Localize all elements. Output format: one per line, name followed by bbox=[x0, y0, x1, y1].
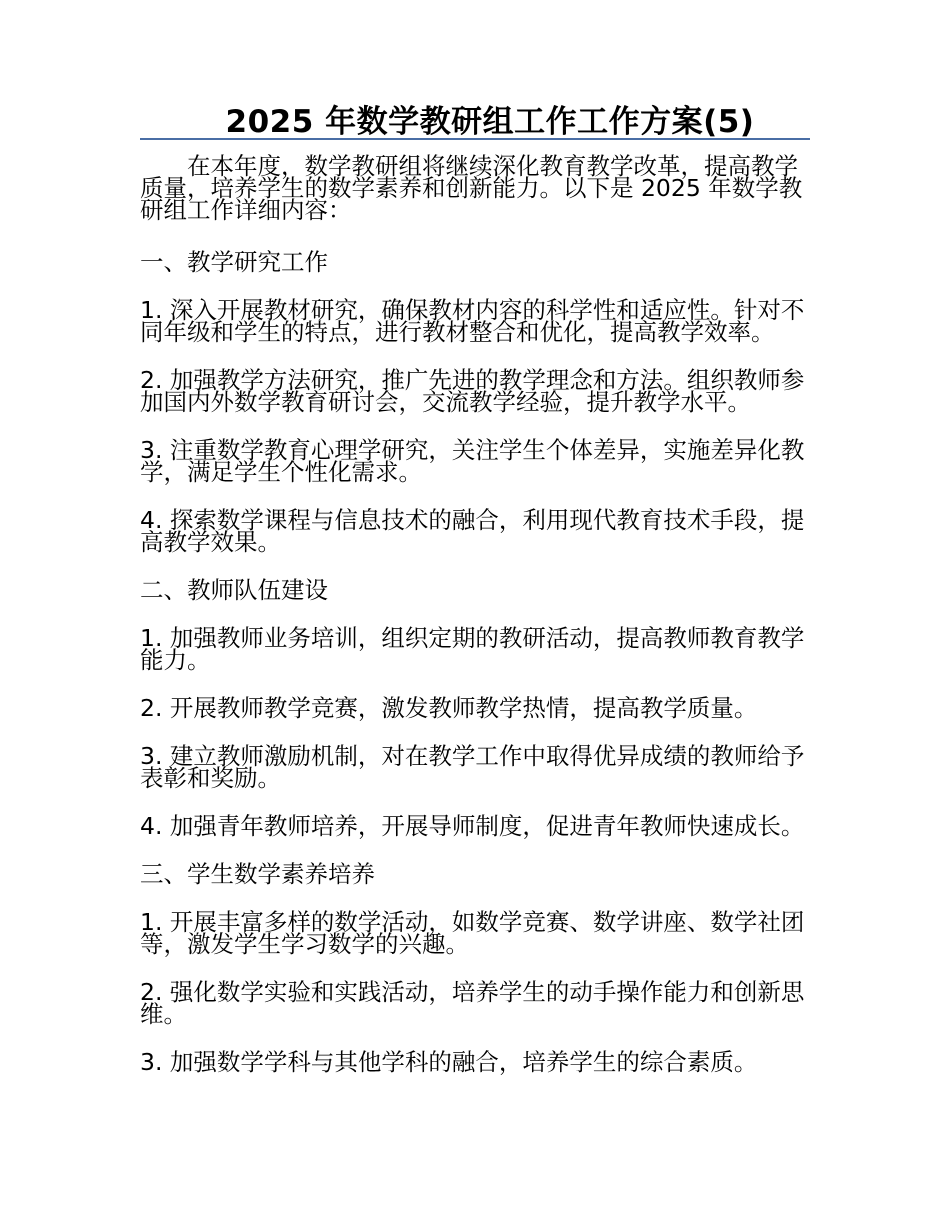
list-item: 4. 加强青年教师培养，开展导师制度，促进青年教师快速成长。 bbox=[140, 812, 805, 840]
title-underline bbox=[140, 138, 810, 140]
list-item: 2. 强化数学实验和实践活动，培养学生的动手操作能力和创新思维。 bbox=[140, 978, 805, 1028]
list-item: 2. 开展教师教学竞赛，激发教师教学热情，提高教学质量。 bbox=[140, 694, 758, 722]
list-item: 4. 探索数学课程与信息技术的融合，利用现代教育技术手段，提高教学效果。 bbox=[140, 506, 805, 556]
document-title: 2025 年数学教研组工作工作方案(5) bbox=[225, 104, 755, 140]
list-item: 3. 注重数学教育心理学研究，关注学生个体差异，实施差异化教学，满足学生个性化需求。 bbox=[140, 436, 805, 486]
section-heading-teaching-research: 一、教学研究工作 bbox=[140, 248, 328, 276]
list-item: 3. 建立教师激励机制，对在教学工作中取得优异成绩的教师给予表彰和奖励。 bbox=[140, 742, 805, 792]
section-heading-teacher-team: 二、教师队伍建设 bbox=[140, 576, 328, 604]
list-item: 3. 加强数学学科与其他学科的融合，培养学生的综合素质。 bbox=[140, 1048, 758, 1076]
document-body bbox=[140, 152, 810, 1099]
intro-paragraph: 在本年度，数学教研组将继续深化教育教学改革，提高教学质量，培养学生的数学素养和创新能力。以下是 2025 年数学教研组工作详细内容： bbox=[140, 152, 803, 224]
list-item: 1. 加强教师业务培训，组织定期的教研活动，提高教师教育教学能力。 bbox=[140, 624, 805, 674]
list-item: 2. 加强教学方法研究，推广先进的教学理念和方法。组织教师参加国内外数学教育研讨会，交流教学经验，提升教学水平。 bbox=[140, 366, 805, 416]
list-item: 1. 开展丰富多样的数学活动，如数学竞赛、数学讲座、数学社团等，激发学生学习数学的兴趣。 bbox=[140, 908, 805, 958]
list-item: 1. 深入开展教材研究，确保教材内容的科学性和适应性。针对不同年级和学生的特点，进行教材整合和优化，提高教学效率。 bbox=[140, 296, 805, 346]
section-heading-student-literacy: 三、学生数学素养培养 bbox=[140, 860, 375, 888]
